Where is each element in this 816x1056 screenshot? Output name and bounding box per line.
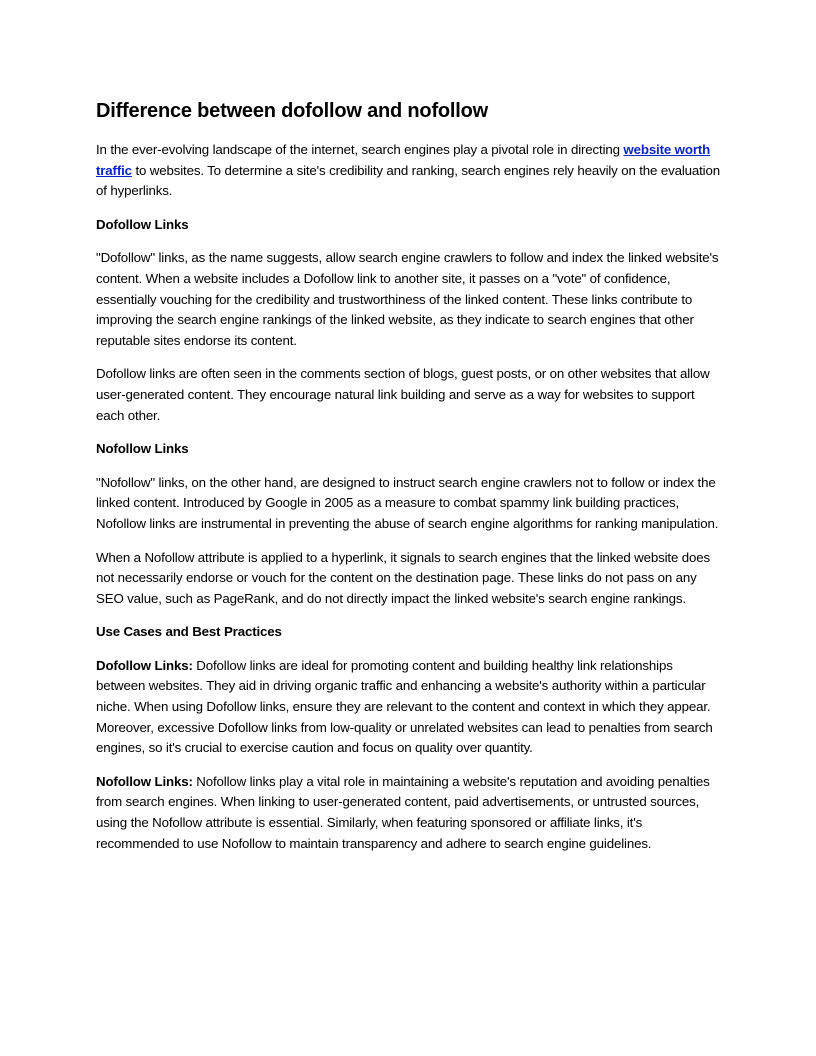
use-cases-dofollow-label: Dofollow Links: bbox=[96, 657, 193, 673]
use-cases-heading: Use Cases and Best Practices bbox=[96, 624, 282, 640]
intro-paragraph bbox=[96, 140, 720, 202]
use-cases-nofollow-label: Nofollow Links: bbox=[96, 773, 193, 789]
nofollow-paragraph-1: "Nofollow" links, on the other hand, are designed to instruct search engine crawlers not to follow or index the linked content. Introduced by Google in 2005 as a measure to combat spammy link building practices, Nofollow links are instrumental in preventing the abuse of search engine algorithms for ranking manipulation. bbox=[96, 474, 719, 531]
dofollow-paragraph-1: "Dofollow" links, as the name suggests, allow search engine crawlers to follow and index the linked website's content. When a website includes a Dofollow link to another site, it passes on a "vote" of confidence, essentially vouching for the credibility and trustworthiness of the linked content. These links contribute to improving the search engine rankings of the linked website, as they indicate to search engines that other reputable sites endorse its content. bbox=[96, 250, 719, 348]
document-page bbox=[96, 98, 720, 867]
nofollow-heading: Nofollow Links bbox=[96, 441, 189, 457]
use-cases-nofollow-text: Nofollow links play a vital role in maintaining a website's reputation and avoiding penalties from search engines. When linking to user-generated content, paid advertisements, or untrusted sources, using the Nofollow attribute is essential. Similarly, when featuring sponsored or affiliate links, it's recommended to use Nofollow to maintain transparency and adhere to search engine guidelines. bbox=[96, 773, 710, 851]
use-cases-nofollow-paragraph bbox=[96, 772, 720, 854]
intro-text-before-link: In the ever-evolving landscape of the internet, search engines play a pivotal role in directing bbox=[96, 142, 624, 157]
use-cases-dofollow-paragraph bbox=[96, 656, 720, 759]
nofollow-paragraph-2: When a Nofollow attribute is applied to a hyperlink, it signals to search engines that the linked website does not necessarily endorse or vouch for the content on the destination page. These links do not pass on any SEO value, such as PageRank, and do not directly impact the linked website's search engine rankings. bbox=[96, 549, 710, 606]
dofollow-heading: Dofollow Links bbox=[96, 216, 189, 232]
intro-text-after-link: to websites. To determine a site's credibility and ranking, search engines rely heavily on the evaluation of hyperlinks. bbox=[96, 162, 720, 199]
use-cases-dofollow-text: Dofollow links are ideal for promoting content and building healthy link relationships between websites. They aid in driving organic traffic and enhancing a website's authority within a particular niche. When using Dofollow links, ensure they are relevant to the content and context in which they appear. Moreover, excessive Dofollow links from low-quality or unrelated websites can lead to penalties from search engines, so it's crucial to exercise caution and focus on quality over quantity. bbox=[96, 657, 713, 756]
page-title: Difference between dofollow and nofollow bbox=[96, 100, 489, 122]
website-worth-traffic-link[interactable]: website worth traffic bbox=[96, 142, 711, 178]
dofollow-paragraph-2: Dofollow links are often seen in the comments section of blogs, guest posts, or on other websites that allow user-generated content. They encourage natural link building and serve as a way for websites to support each other. bbox=[96, 366, 710, 423]
